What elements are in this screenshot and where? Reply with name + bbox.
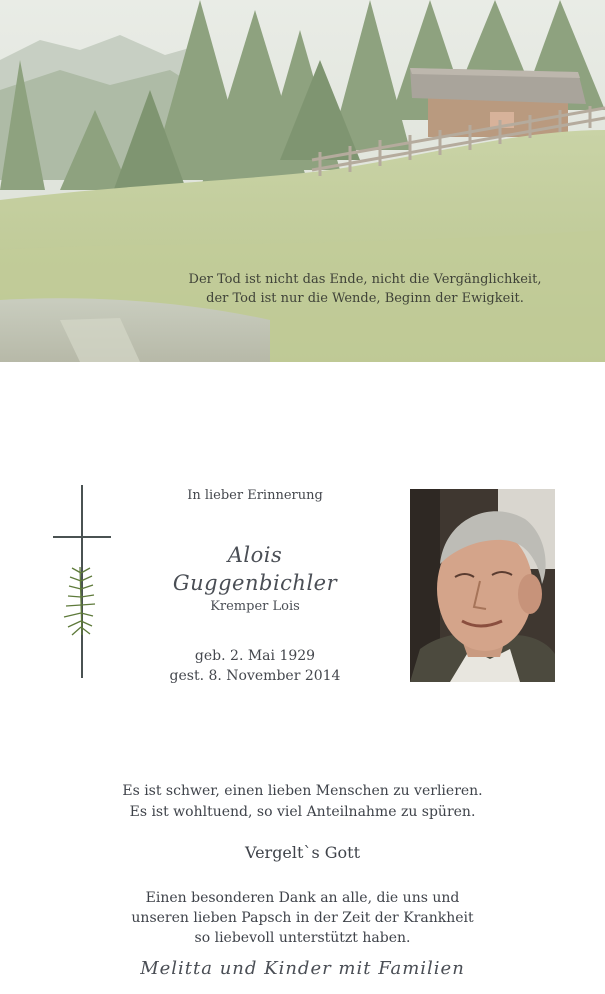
memorial-heading: In lieber Erinnerung [187, 488, 323, 503]
quote-line-1: Der Tod ist nicht das Ende, nicht die Vergänglichkeit, [188, 272, 542, 287]
memorial-quote [155, 270, 575, 308]
special-thanks [0, 888, 605, 948]
last-name: Guggenbichler [172, 571, 338, 595]
first-name: Alois [227, 543, 283, 567]
special-thanks-line-1: Einen besonderen Dank an alle, die uns und [145, 890, 460, 906]
life-dates [150, 646, 360, 686]
thanks-line-1: Es ist schwer, einen lieben Menschen zu verlieren. [122, 783, 483, 799]
death-date: gest. 8. November 2014 [169, 668, 341, 684]
landscape-header-image [0, 0, 605, 362]
special-thanks-line-2: unseren lieben Papsch in der Zeit der Krankheit [131, 910, 474, 926]
portrait-photo [410, 489, 555, 682]
special-thanks-line-3: so liebevoll unterstützt haben. [194, 930, 411, 946]
thanks-message [0, 781, 605, 823]
portrait-illustration [410, 489, 555, 682]
birth-date: geb. 2. Mai 1929 [194, 648, 316, 664]
deceased-name [150, 541, 360, 597]
quote-line-2: der Tod ist nur die Wende, Beginn der Ewigkeit. [206, 291, 524, 306]
cross-with-pine-branch-icon [50, 485, 114, 680]
family-signature: Melitta und Kinder mit Familien [140, 958, 465, 979]
vergelts-gott: Vergelt`s Gott [244, 843, 361, 862]
thanks-line-2: Es ist wohltuend, so viel Anteilnahme zu spüren. [129, 804, 476, 820]
nickname: Kremper Lois [210, 599, 300, 614]
